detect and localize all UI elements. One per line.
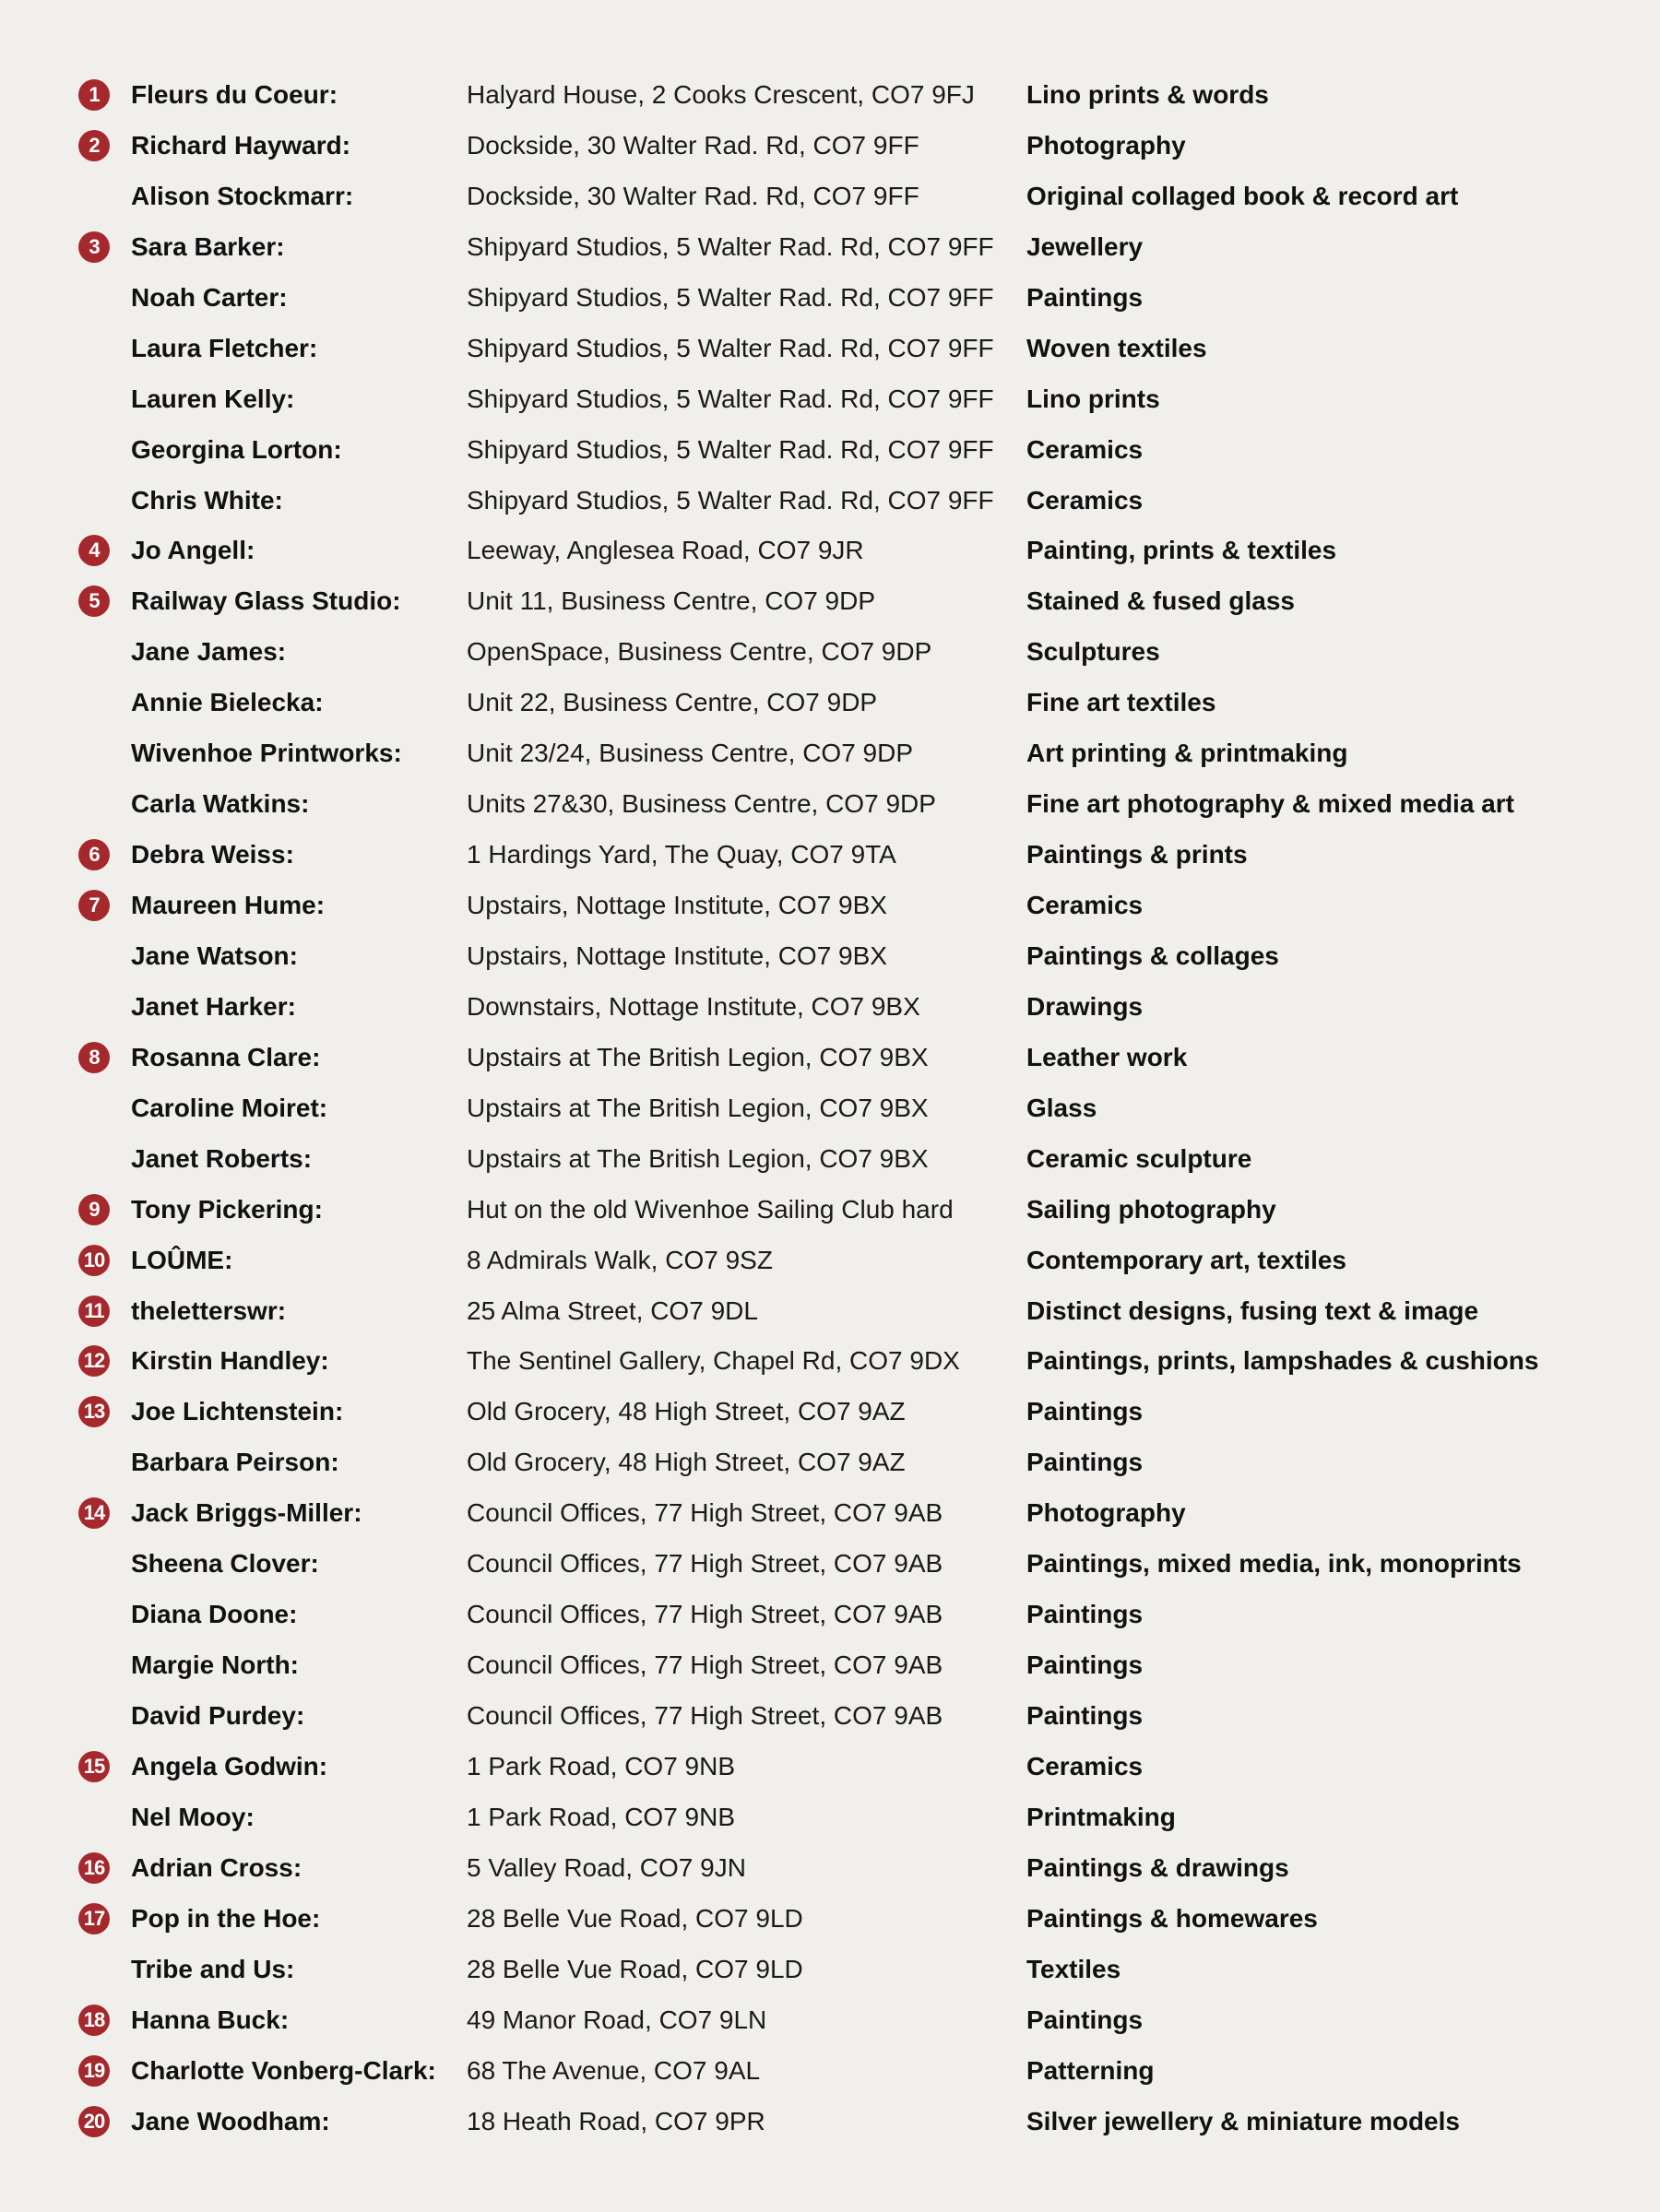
art-medium: Paintings <box>1026 1600 1144 1629</box>
artist-name: Maureen Hume: <box>131 891 326 919</box>
venue-address: 8 Admirals Walk, CO7 9SZ <box>467 1245 773 1274</box>
venue-number-badge: 8 <box>78 1042 110 1073</box>
art-medium: Contemporary art, textiles <box>1026 1245 1346 1274</box>
artist-name: Hanna Buck: <box>131 2005 290 2034</box>
venue-number-badge: 17 <box>78 1903 110 1934</box>
artist-name: Pop in the Hoe: <box>131 1903 321 1933</box>
list-item <box>0 1488 1660 1539</box>
artist-name: Carla Watkins: <box>131 789 310 819</box>
venue-address: Shipyard Studios, 5 Walter Rad. Rd, CO7 9FF <box>467 231 994 261</box>
artist-name: Joe Lichtenstein: <box>131 1397 344 1426</box>
list-item <box>0 1185 1660 1236</box>
venue-address: 28 Belle Vue Road, CO7 9LD <box>467 1954 803 1983</box>
venue-address: 68 The Avenue, CO7 9AL <box>467 2055 761 2085</box>
art-medium: Art printing & printmaking <box>1026 739 1348 768</box>
venue-address: 28 Belle Vue Road, CO7 9LD <box>467 1903 803 1933</box>
art-medium: Stained & fused glass <box>1026 586 1295 616</box>
venue-number-badge: 20 <box>78 2106 110 2137</box>
artist-name: Annie Bielecka: <box>131 688 324 717</box>
venue-address: Upstairs, Nottage Institute, CO7 9BX <box>467 891 887 919</box>
list-item <box>0 1843 1660 1894</box>
art-medium: Paintings <box>1026 1701 1144 1730</box>
venue-number-badge: 16 <box>78 1852 110 1884</box>
venue-address: Upstairs at The British Legion, CO7 9BX <box>467 1042 929 1071</box>
art-medium: Textiles <box>1026 1954 1121 1983</box>
art-medium: Ceramics <box>1026 434 1144 464</box>
venue-address: Shipyard Studios, 5 Walter Rad. Rd, CO7 9FF <box>467 282 994 312</box>
venue-address: Dockside, 30 Walter Rad. Rd, CO7 9FF <box>467 130 919 160</box>
list-item <box>0 931 1660 982</box>
artist-name: Noah Carter: <box>131 282 288 312</box>
artist-name: Jane Watson: <box>131 940 298 970</box>
artist-name: Railway Glass Studio: <box>131 586 401 616</box>
list-item <box>0 881 1660 931</box>
venue-address: Hut on the old Wivenhoe Sailing Club hard <box>467 1194 954 1224</box>
venue-number-badge: 5 <box>78 586 110 617</box>
art-medium: Woven textiles <box>1026 333 1207 362</box>
artist-name: Laura Fletcher: <box>131 333 318 362</box>
venue-address: Units 27&30, Business Centre, CO7 9DP <box>467 789 936 819</box>
venue-address: Council Offices, 77 High Street, CO7 9AB <box>467 1498 943 1528</box>
art-medium: Drawings <box>1026 991 1144 1021</box>
art-medium: Ceramic sculpture <box>1026 1143 1252 1173</box>
artist-name: Chris White: <box>131 485 283 515</box>
venue-number-badge: 1 <box>78 79 110 111</box>
artist-name: Angela Godwin: <box>131 1751 328 1780</box>
list-item <box>0 1590 1660 1640</box>
list-item <box>0 1995 1660 2046</box>
art-medium: Fine art textiles <box>1026 688 1216 717</box>
list-item <box>0 70 1660 121</box>
list-item <box>0 1134 1660 1185</box>
venue-address: 1 Park Road, CO7 9NB <box>467 1802 736 1831</box>
artist-name: Alison Stockmarr: <box>131 181 354 210</box>
art-medium: Paintings & drawings <box>1026 1852 1289 1882</box>
venue-number-badge: 3 <box>78 231 110 263</box>
list-item <box>0 1286 1660 1337</box>
venue-address: Old Grocery, 48 High Street, CO7 9AZ <box>467 1448 906 1477</box>
venue-address: Shipyard Studios, 5 Walter Rad. Rd, CO7 9FF <box>467 485 994 515</box>
artist-name: Adrian Cross: <box>131 1852 302 1882</box>
artist-name: Sara Barker: <box>131 231 285 261</box>
list-item <box>0 1033 1660 1083</box>
artist-name: Fleurs du Coeur: <box>131 80 338 109</box>
venue-address: Upstairs at The British Legion, CO7 9BX <box>467 1143 929 1173</box>
venue-address: Dockside, 30 Walter Rad. Rd, CO7 9FF <box>467 181 919 210</box>
art-medium: Glass <box>1026 1093 1097 1122</box>
art-medium: Leather work <box>1026 1042 1188 1071</box>
list-item <box>0 627 1660 678</box>
art-medium: Lino prints & words <box>1026 80 1269 109</box>
art-medium: Sculptures <box>1026 637 1160 667</box>
venue-address: Unit 23/24, Business Centre, CO7 9DP <box>467 739 914 768</box>
list-item <box>0 172 1660 222</box>
venue-number-badge: 2 <box>78 130 110 161</box>
artist-name: Tribe and Us: <box>131 1954 295 1983</box>
art-medium: Paintings <box>1026 2005 1144 2034</box>
list-item <box>0 121 1660 172</box>
list-item <box>0 1539 1660 1590</box>
list-item <box>0 1691 1660 1742</box>
artist-name: Charlotte Vonberg-Clark: <box>131 2055 436 2085</box>
list-item <box>0 2097 1660 2147</box>
art-medium: Ceramics <box>1026 1751 1144 1780</box>
artist-name: Jane Woodham: <box>131 2106 330 2135</box>
venue-address: Downstairs, Nottage Institute, CO7 9BX <box>467 991 920 1021</box>
art-medium: Distinct designs, fusing text & image <box>1026 1295 1479 1325</box>
venue-address: 18 Heath Road, CO7 9PR <box>467 2106 765 2135</box>
venue-address: Leeway, Anglesea Road, CO7 9JR <box>467 536 864 565</box>
artist-name: Kirstin Handley: <box>131 1346 329 1376</box>
art-medium: Original collaged book & record art <box>1026 181 1459 210</box>
art-medium: Paintings <box>1026 1397 1144 1426</box>
list-item <box>0 1387 1660 1437</box>
artist-name: Georgina Lorton: <box>131 434 342 464</box>
venue-address: Unit 22, Business Centre, CO7 9DP <box>467 688 878 717</box>
venue-address: 1 Hardings Yard, The Quay, CO7 9TA <box>467 840 896 869</box>
artist-name: Richard Hayward: <box>131 130 351 160</box>
venue-address: Shipyard Studios, 5 Walter Rad. Rd, CO7 9FF <box>467 333 994 362</box>
venue-number-badge: 15 <box>78 1751 110 1782</box>
list-item <box>0 982 1660 1033</box>
art-medium: Paintings, prints, lampshades & cushions <box>1026 1346 1539 1376</box>
venue-address: Upstairs, Nottage Institute, CO7 9BX <box>467 940 887 970</box>
artist-directory <box>0 70 1660 2147</box>
list-item <box>0 1894 1660 1945</box>
list-item <box>0 1236 1660 1286</box>
artist-name: Nel Mooy: <box>131 1802 255 1831</box>
venue-address: Shipyard Studios, 5 Walter Rad. Rd, CO7 9FF <box>467 434 994 464</box>
art-medium: Fine art photography & mixed media art <box>1026 789 1514 819</box>
art-medium: Paintings <box>1026 1448 1144 1477</box>
venue-address: Upstairs at The British Legion, CO7 9BX <box>467 1093 929 1122</box>
list-item <box>0 2046 1660 2097</box>
venue-number-badge: 12 <box>78 1345 110 1377</box>
venue-number-badge: 10 <box>78 1245 110 1276</box>
artist-name: Barbara Peirson: <box>131 1448 339 1477</box>
art-medium: Paintings & homewares <box>1026 1903 1318 1933</box>
list-item <box>0 374 1660 425</box>
list-item <box>0 425 1660 476</box>
venue-number-badge: 6 <box>78 839 110 870</box>
venue-address: OpenSpace, Business Centre, CO7 9DP <box>467 637 932 667</box>
list-item <box>0 1083 1660 1134</box>
list-item <box>0 779 1660 830</box>
list-item <box>0 476 1660 526</box>
art-medium: Photography <box>1026 130 1186 160</box>
art-medium: Lino prints <box>1026 384 1160 413</box>
venue-address: 1 Park Road, CO7 9NB <box>467 1751 736 1780</box>
artist-name: Janet Roberts: <box>131 1143 313 1173</box>
venue-address: Council Offices, 77 High Street, CO7 9AB <box>467 1549 943 1579</box>
list-item <box>0 576 1660 627</box>
list-item <box>0 1640 1660 1691</box>
art-medium: Paintings & collages <box>1026 940 1279 970</box>
venue-address: Unit 11, Business Centre, CO7 9DP <box>467 586 876 616</box>
venue-number-badge: 19 <box>78 2055 110 2087</box>
list-item <box>0 526 1660 576</box>
artist-name: Sheena Clover: <box>131 1549 319 1579</box>
art-medium: Painting, prints & textiles <box>1026 536 1337 565</box>
venue-address: Council Offices, 77 High Street, CO7 9AB <box>467 1701 943 1730</box>
art-medium: Jewellery <box>1026 231 1144 261</box>
venue-number-badge: 4 <box>78 535 110 566</box>
venue-number-badge: 18 <box>78 2005 110 2036</box>
art-medium: Patterning <box>1026 2055 1155 2085</box>
list-item <box>0 1742 1660 1792</box>
art-medium: Printmaking <box>1026 1802 1176 1831</box>
art-medium: Paintings <box>1026 282 1144 312</box>
art-medium: Sailing photography <box>1026 1194 1276 1224</box>
venue-number-badge: 14 <box>78 1497 110 1529</box>
artist-name: Janet Harker: <box>131 991 296 1021</box>
list-item <box>0 1437 1660 1488</box>
art-medium: Silver jewellery & miniature models <box>1026 2106 1460 2135</box>
list-item <box>0 273 1660 324</box>
list-item <box>0 678 1660 728</box>
venue-address: The Sentinel Gallery, Chapel Rd, CO7 9DX <box>467 1346 960 1376</box>
list-item <box>0 222 1660 273</box>
venue-address: Halyard House, 2 Cooks Crescent, CO7 9FJ <box>467 80 975 109</box>
list-item <box>0 728 1660 779</box>
art-medium: Photography <box>1026 1498 1186 1528</box>
artist-name: Rosanna Clare: <box>131 1042 321 1071</box>
artist-name: Jo Angell: <box>131 536 255 565</box>
venue-address: 49 Manor Road, CO7 9LN <box>467 2005 767 2034</box>
venue-address: Council Offices, 77 High Street, CO7 9AB <box>467 1600 943 1629</box>
artist-name: Diana Doone: <box>131 1600 298 1629</box>
venue-number-badge: 9 <box>78 1194 110 1225</box>
art-medium: Paintings <box>1026 1650 1144 1680</box>
venue-address: Old Grocery, 48 High Street, CO7 9AZ <box>467 1397 906 1426</box>
art-medium: Ceramics <box>1026 485 1144 515</box>
venue-address: Council Offices, 77 High Street, CO7 9AB <box>467 1650 943 1680</box>
venue-address: 25 Alma Street, CO7 9DL <box>467 1295 758 1325</box>
list-item <box>0 1945 1660 1995</box>
venue-number-badge: 13 <box>78 1396 110 1427</box>
artist-name: Tony Pickering: <box>131 1194 323 1224</box>
artist-name: David Purdey: <box>131 1701 305 1730</box>
list-item <box>0 830 1660 881</box>
list-item <box>0 324 1660 374</box>
art-medium: Paintings, mixed media, ink, monoprints <box>1026 1549 1522 1579</box>
venue-number-badge: 11 <box>78 1295 110 1327</box>
art-medium: Paintings & prints <box>1026 840 1248 869</box>
artist-name: Margie North: <box>131 1650 299 1680</box>
list-item <box>0 1336 1660 1387</box>
artist-name: LOÛME: <box>131 1245 233 1274</box>
artist-name: Caroline Moiret: <box>131 1093 328 1122</box>
artist-name: theletterswr: <box>131 1295 287 1325</box>
artist-name: Jane James: <box>131 637 287 667</box>
artist-name: Wivenhoe Printworks: <box>131 739 402 768</box>
artist-name: Debra Weiss: <box>131 840 294 869</box>
art-medium: Ceramics <box>1026 891 1144 919</box>
venue-address: 5 Valley Road, CO7 9JN <box>467 1852 746 1882</box>
list-item <box>0 1792 1660 1843</box>
artist-name: Lauren Kelly: <box>131 384 295 413</box>
venue-number-badge: 7 <box>78 890 110 921</box>
venue-address: Shipyard Studios, 5 Walter Rad. Rd, CO7 9FF <box>467 384 994 413</box>
artist-name: Jack Briggs-Miller: <box>131 1498 362 1528</box>
